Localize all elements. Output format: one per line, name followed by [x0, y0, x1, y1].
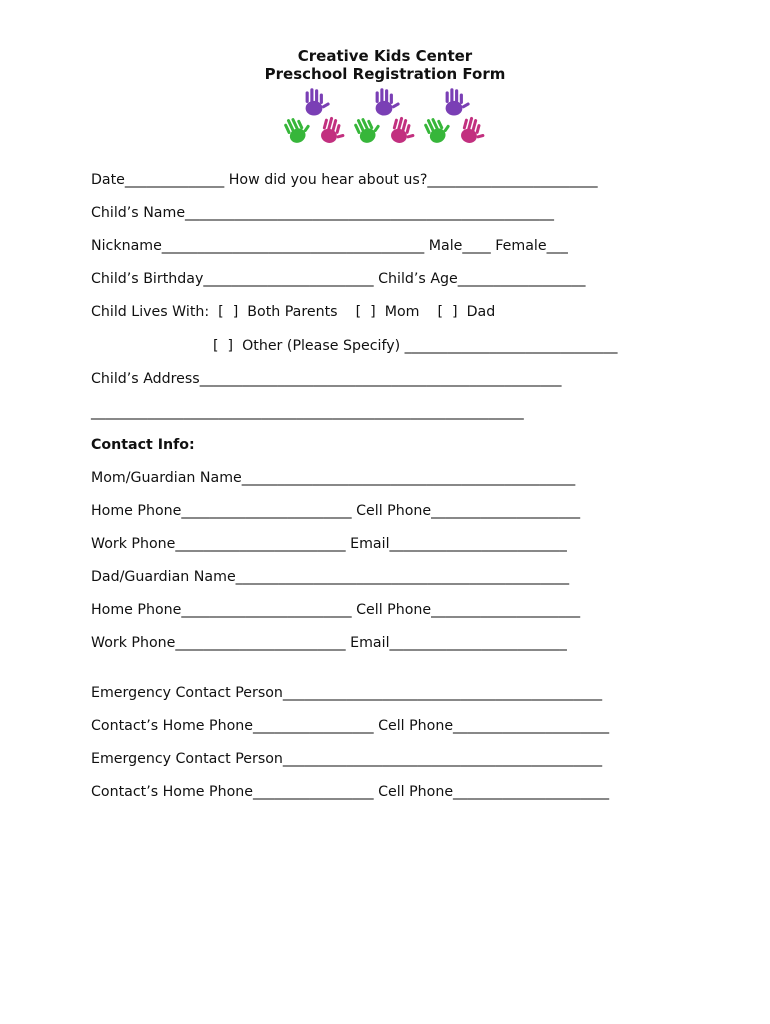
address-row[interactable]: Child’s Address___________________________________________________: [91, 371, 562, 387]
mom-home-phone-row[interactable]: Home Phone________________________ Cell Phone_____________________: [91, 503, 581, 519]
mom-guardian-name-row[interactable]: Mom/Guardian Name_______________________________________________: [91, 470, 576, 486]
handprint-group-3: [422, 88, 488, 146]
handprint-group-2: [352, 88, 418, 146]
handprint-group-1: [282, 88, 348, 146]
dad-home-phone-row[interactable]: Home Phone________________________ Cell Phone_____________________: [91, 602, 581, 618]
nickname-row[interactable]: Nickname_____________________________________ Male____ Female___: [91, 238, 568, 254]
emergency-contact-row-2[interactable]: Emergency Contact Person_____________________________________________: [91, 751, 603, 767]
date-row[interactable]: Date______________ How did you hear about us?________________________: [91, 172, 598, 188]
form-title: Creative Kids Center: [297, 47, 473, 65]
other-specify-row[interactable]: [ ] Other (Please Specify) ______________________________: [213, 338, 618, 354]
lives-with-row[interactable]: Child Lives With: [ ] Both Parents [ ] Mom [ ] Dad: [91, 304, 496, 320]
emergency-phone-row-1[interactable]: Contact’s Home Phone_________________ Cell Phone______________________: [91, 718, 610, 734]
emergency-phone-row-2[interactable]: Contact’s Home Phone_________________ Cell Phone______________________: [91, 784, 610, 800]
dad-work-phone-row[interactable]: Work Phone________________________ Email_________________________: [91, 635, 567, 651]
child-name-row[interactable]: Child’s Name____________________________________________________: [91, 205, 554, 221]
dad-guardian-name-row[interactable]: Dad/Guardian Name_______________________________________________: [91, 569, 570, 585]
handprints-logo: [280, 86, 490, 152]
mom-work-phone-row[interactable]: Work Phone________________________ Email_________________________: [91, 536, 567, 552]
contact-info-heading: Contact Info:: [91, 437, 195, 453]
address-row-2[interactable]: _____________________________________________________________: [91, 404, 524, 420]
form-subtitle: Preschool Registration Form: [264, 65, 506, 83]
birthday-row[interactable]: Child’s Birthday________________________ Child’s Age__________________: [91, 271, 586, 287]
emergency-contact-row-1[interactable]: Emergency Contact Person_____________________________________________: [91, 685, 603, 701]
